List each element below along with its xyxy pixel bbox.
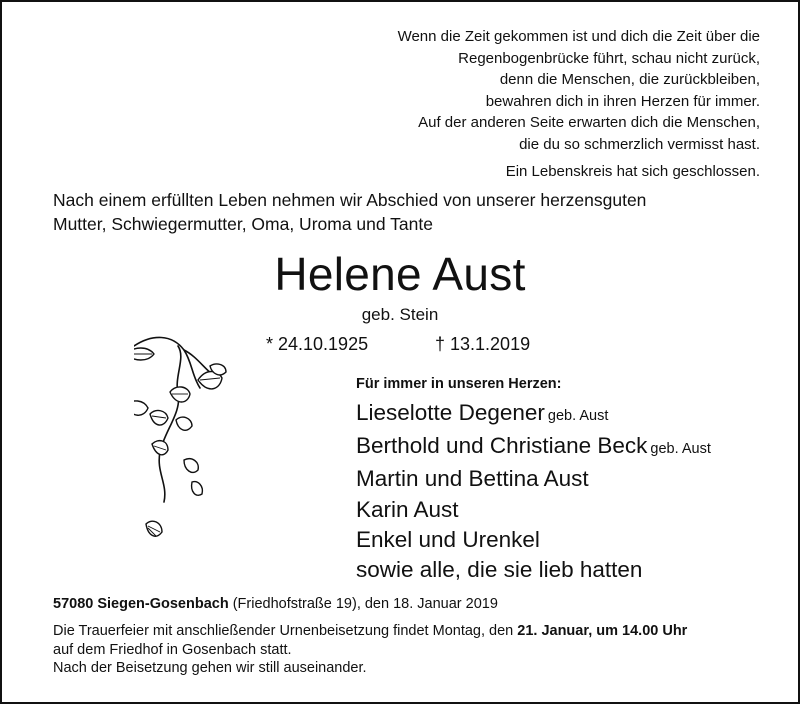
mourner-name: Enkel und Urenkel — [356, 526, 540, 552]
service-line: Nach der Beisetzung gehen wir still auseinander. — [53, 660, 367, 676]
birth-date: * 24.10.1925 — [266, 334, 369, 354]
maiden-name: geb. Stein — [361, 305, 439, 324]
intro-line: Mutter, Schwiegermutter, Oma, Uroma und Tante — [53, 214, 433, 234]
mourner-name: Lieselotte Degener — [356, 400, 545, 425]
poem-line: bewahren dich in ihren Herzen für immer. — [485, 92, 760, 110]
poem-line: die du so schmerzlich vermisst hast. — [519, 135, 760, 153]
falling-leaves-icon — [134, 332, 239, 567]
place-detail: (Friedhofstraße 19), den 18. Januar 2019 — [228, 596, 498, 612]
mourner-row — [356, 555, 776, 585]
mourner-row — [356, 495, 776, 525]
mourner-name: Karin Aust — [356, 496, 459, 522]
poem-line: Auf der anderen Seite erwarten dich die Menschen, — [418, 114, 760, 131]
poem-line: denn die Menschen, die zurückbleiben, — [499, 71, 760, 88]
mourner-row — [356, 431, 776, 464]
place-and-date — [53, 594, 498, 614]
poem-closing: Ein Lebenskreis hat sich geschlossen. — [505, 163, 760, 180]
service-datetime: 21. Januar, um 14.00 Uhr — [517, 623, 688, 639]
mourners-list — [356, 374, 776, 585]
mourner-row — [356, 525, 776, 555]
mourner-name: sowie alle, die sie lieb hatten — [356, 557, 643, 583]
deceased-name: Helene Aust — [274, 248, 526, 300]
service-info — [53, 622, 773, 678]
mourner-note: geb. Aust — [650, 441, 711, 458]
mourners-heading: Für immer in unseren Herzen: — [356, 376, 562, 392]
mourner-name: Martin und Bettina Aust — [356, 466, 589, 492]
mourner-name: Berthold und Christiane Beck — [356, 433, 648, 459]
service-line: auf dem Friedhof in Gosenbach statt. — [53, 641, 292, 658]
poem-line: Regenbogenbrücke führt, schau nicht zurück, — [458, 49, 760, 67]
intro-text — [53, 188, 773, 236]
service-text: Die Trauerfeier mit anschließender Urnenbeisetzung findet Montag, den — [53, 623, 518, 639]
mourner-row — [356, 464, 776, 494]
mourner-row — [356, 398, 776, 431]
service-line — [53, 622, 773, 641]
poem-line: Wenn die Zeit gekommen ist und dich die Zeit über die — [397, 28, 760, 45]
intro-line: Nach einem erfüllten Leben nehmen wir Abschied von unserer herzensguten — [53, 190, 647, 210]
place-city: 57080 Siegen-Gosenbach — [53, 596, 229, 612]
memorial-poem — [340, 26, 760, 183]
mourner-note: geb. Aust — [547, 408, 609, 424]
death-date: † 13.1.2019 — [435, 334, 531, 354]
